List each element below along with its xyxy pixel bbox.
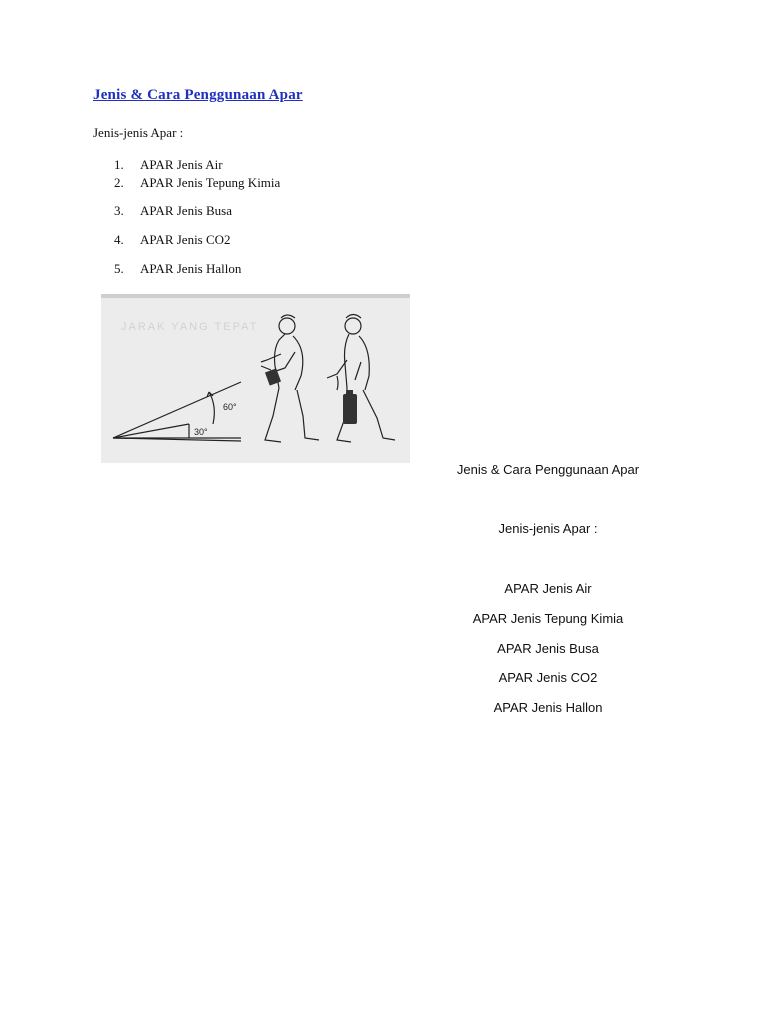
list-number: 5. — [114, 261, 124, 276]
angle-label-top: 60° — [223, 402, 237, 412]
list-item — [114, 232, 231, 248]
side-subtitle: Jenis-jenis Apar : — [498, 521, 598, 536]
side-list-item: APAR Jenis CO2 — [498, 670, 598, 685]
angle-label-bottom: 30° — [194, 427, 208, 437]
list-item-label: APAR Jenis Tepung Kimia — [140, 175, 281, 190]
side-list-item: APAR Jenis Tepung Kimia — [472, 611, 624, 626]
document-subtitle: Jenis-jenis Apar : — [93, 125, 184, 140]
list-number: 3. — [114, 203, 124, 218]
list-item-label: APAR Jenis Hallon — [140, 261, 242, 276]
extinguisher-icon — [343, 390, 357, 424]
list-item — [114, 157, 223, 173]
list-number: 1. — [114, 157, 124, 172]
list-number: 4. — [114, 232, 124, 247]
illustration-svg — [101, 294, 410, 463]
side-list-item: APAR Jenis Air — [504, 581, 592, 596]
list-item — [114, 175, 280, 191]
side-title: Jenis & Cara Penggunaan Apar — [456, 462, 640, 477]
faded-caption: JARAK YANG TEPAT — [121, 321, 259, 333]
list-item-label: APAR Jenis CO2 — [140, 232, 231, 247]
list-item-label: APAR Jenis Busa — [140, 203, 232, 218]
list-item-label: APAR Jenis Air — [140, 157, 223, 172]
list-item — [114, 261, 241, 277]
extinguisher-usage-illustration — [101, 294, 410, 463]
list-number: 2. — [114, 175, 124, 190]
list-item — [114, 203, 232, 219]
side-list-item: APAR Jenis Hallon — [493, 700, 603, 715]
side-list-item: APAR Jenis Busa — [497, 641, 599, 656]
document-title[interactable]: Jenis & Cara Penggunaan Apar — [93, 87, 303, 103]
